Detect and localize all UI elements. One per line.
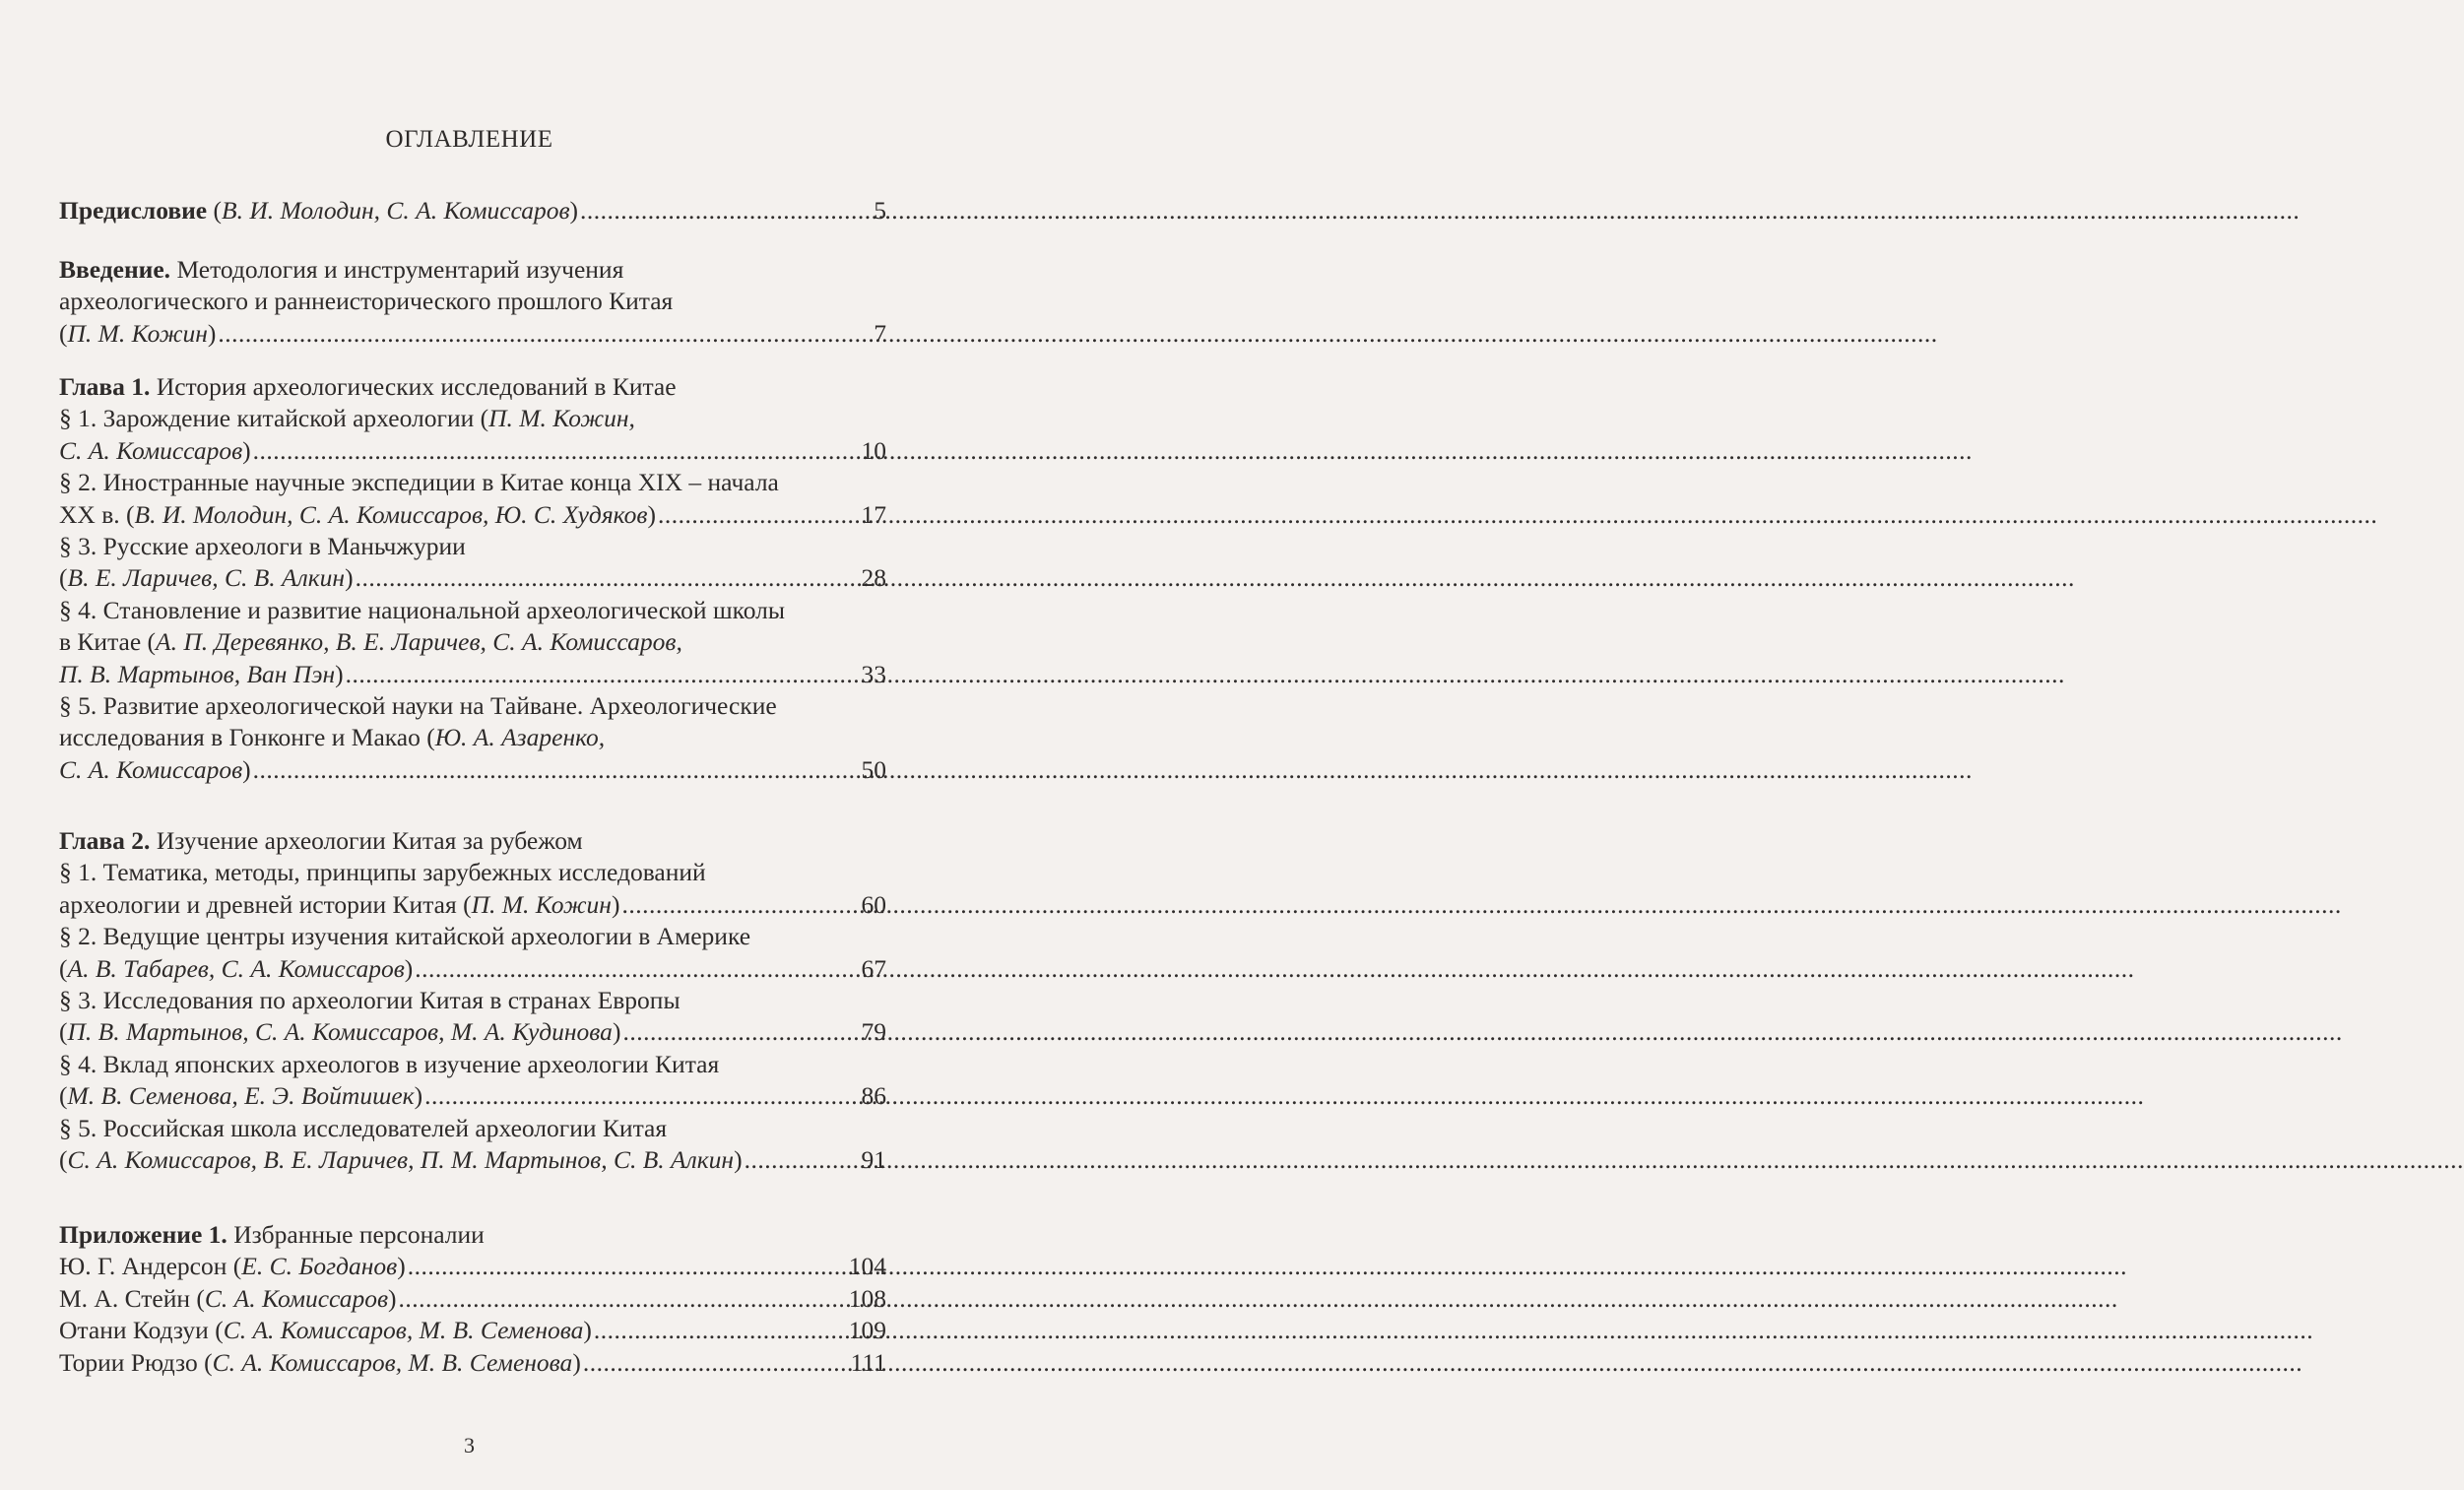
toc-text: ( (59, 1017, 68, 1047)
toc-page-ref: 50 (861, 754, 886, 784)
toc-authors: П. В. Мартынов, Ван Пэн (59, 659, 336, 688)
leader-dots (251, 435, 862, 467)
toc-text-tail: ) (242, 754, 251, 784)
leader-dots (422, 1080, 861, 1112)
toc-text-tail: ) (388, 1283, 397, 1313)
toc-line-text (59, 986, 681, 1014)
leader-dots (656, 499, 862, 531)
toc-heading-label: Введение. (59, 255, 171, 284)
toc-line-text (59, 562, 354, 594)
leader-dots (578, 195, 874, 227)
toc-line (59, 1144, 886, 1176)
toc-text-tail: ) (345, 563, 354, 593)
toc-line-text (59, 659, 344, 690)
toc-text: ( (59, 1081, 68, 1111)
toc-text: Избранные персоналии (227, 1220, 485, 1249)
toc-text: исследования в Гонконге и Макао ( (59, 723, 435, 752)
toc-page-ref: 33 (861, 659, 886, 688)
toc-text: М. А. Стейн ( (59, 1283, 205, 1313)
toc-text-tail: ) (572, 1347, 581, 1377)
toc-line (59, 1219, 886, 1251)
toc-line (59, 435, 886, 467)
toc-line-text (59, 499, 656, 531)
toc-page-ref: 91 (861, 1145, 886, 1174)
toc-line (59, 1113, 886, 1144)
toc-text: § 1. Зарождение китайской археологии ( (59, 404, 489, 433)
page-number: 3 (464, 1433, 475, 1458)
toc-page-ref: 86 (861, 1081, 886, 1111)
toc-text-tail: ) (583, 1316, 592, 1345)
toc-line-text (59, 532, 466, 560)
toc-text-tail: ) (242, 435, 251, 465)
toc-page-ref: 108 (848, 1283, 886, 1313)
leader-dots (251, 754, 862, 786)
toc-line-text (59, 723, 605, 751)
leader-dots (406, 1251, 849, 1282)
toc-authors: П. В. Мартынов, С. А. Комиссаров, М. А. Кудинова (67, 1017, 613, 1047)
toc-authors: С. А. Комиссаров, М. В. Семенова (212, 1347, 573, 1377)
toc-authors: А. В. Табарев, С. А. Комиссаров (67, 953, 405, 983)
toc-line (59, 722, 886, 753)
toc-line-text (59, 287, 673, 315)
toc-text: ( (207, 196, 222, 225)
toc-text: в Китае ( (59, 627, 157, 657)
toc-authors: М. В. Семенова, Е. Э. Войтишек (67, 1081, 415, 1111)
toc-line-text (59, 1315, 592, 1346)
toc-text-tail: ) (414, 1081, 423, 1111)
leader-dots (344, 659, 862, 690)
leader-dots (216, 318, 874, 350)
toc-text-tail: ) (612, 1017, 621, 1047)
toc-authors: С. А. Комиссаров (204, 1283, 389, 1313)
toc-line-text (59, 1220, 485, 1249)
toc-text: Тории Рюдзо ( (59, 1347, 213, 1377)
toc-text: § 2. Ведущие центры изучения китайской археологии в Америке (59, 922, 751, 951)
toc-page-ref: 109 (848, 1316, 886, 1345)
toc-line-text (59, 1144, 743, 1176)
toc-text-tail: ) (569, 196, 579, 225)
toc-text: ( (59, 1145, 68, 1174)
toc-text: Ю. Г. Андерсон ( (59, 1252, 242, 1281)
toc-line (59, 659, 886, 690)
toc-line-text (59, 468, 779, 496)
toc-text: § 4. Вклад японских археологов в изучение археологии Китая (59, 1049, 720, 1078)
toc-line (59, 825, 886, 857)
toc-line-text (59, 318, 216, 350)
toc-page-ref: 5 (874, 196, 886, 225)
toc-text: § 4. Становление и развитие национальной археологической школы (59, 595, 785, 624)
toc-line (59, 754, 886, 786)
toc-line (59, 286, 886, 317)
toc-line-text (59, 691, 777, 720)
leader-dots (592, 1315, 849, 1346)
toc-text: История археологических исследований в Китае (150, 372, 677, 401)
toc-line-text (59, 195, 578, 227)
toc-line (59, 467, 886, 498)
toc-line (59, 562, 886, 594)
toc-page-ref: 79 (861, 1017, 886, 1047)
toc-page-ref: 7 (874, 318, 886, 348)
toc-line (59, 1049, 886, 1080)
toc-line (59, 921, 886, 952)
toc-text-tail: ) (397, 1252, 406, 1281)
toc-text: § 3. Русские археологи в Маньчжурии (59, 532, 466, 560)
toc-text: § 5. Российская школа исследователей археологии Китая (59, 1113, 668, 1142)
toc-line (59, 985, 886, 1016)
toc-authors: П. М. Кожин (67, 318, 208, 348)
toc-text: § 2. Иностранные научные экспедиции в Китае конца XIX – начала (59, 468, 779, 497)
toc-heading-label: Предисловие (59, 196, 208, 225)
toc-text: археологии и древней истории Китая ( (59, 889, 472, 919)
toc-page-ref: 60 (861, 889, 886, 919)
toc-line-text (59, 922, 750, 950)
toc-line-text (59, 1251, 406, 1282)
toc-line-text (59, 255, 623, 284)
toc-page-ref: 111 (850, 1347, 886, 1377)
toc-authors: А. П. Деревянко, В. Е. Ларичев, С. А. Комиссаров, (156, 627, 682, 657)
leader-dots (413, 953, 861, 985)
toc-line-text (59, 858, 706, 886)
toc-text-tail: ) (335, 659, 344, 688)
toc-line-text (59, 1114, 667, 1142)
toc-text-tail: ) (207, 318, 217, 348)
toc-line-text (59, 889, 619, 921)
toc-text: археологического и раннеисторического прошлого Китая (59, 287, 674, 316)
toc-line (59, 318, 886, 350)
toc-line (59, 953, 886, 985)
toc-line (59, 1347, 886, 1379)
toc-line (59, 626, 886, 658)
toc-page-ref: 10 (861, 435, 886, 465)
toc-text: § 3. Исследования по археологии Китая в странах Европы (59, 986, 681, 1014)
toc-line-text (59, 1347, 581, 1379)
toc-line (59, 254, 886, 286)
toc-line-text (59, 826, 583, 855)
toc-line (59, 889, 886, 921)
toc-line (59, 371, 886, 403)
toc-line-text (59, 1080, 422, 1112)
toc-text: XX в. ( (59, 499, 135, 529)
toc-line (59, 1283, 886, 1315)
leader-dots (620, 1016, 861, 1048)
toc-text: ( (59, 953, 68, 983)
leader-dots (397, 1283, 849, 1315)
leader-dots (581, 1347, 851, 1379)
toc-line (59, 1251, 886, 1282)
toc-authors: П. М. Кожин, (488, 404, 635, 433)
toc-page-ref: 67 (861, 953, 886, 983)
toc-line (59, 1315, 886, 1346)
toc-line-text (59, 953, 413, 985)
toc-line (59, 531, 886, 562)
toc-heading-label: Глава 1. (59, 372, 151, 401)
toc-authors: Е. С. Богданов (241, 1252, 398, 1281)
toc-authors: В. И. Молодин, С. А. Комиссаров (222, 196, 570, 225)
leader-dots (354, 562, 862, 594)
toc-page-ref: 28 (861, 563, 886, 593)
leader-dots (619, 889, 861, 921)
toc-line (59, 595, 886, 626)
toc-line-text (59, 1016, 620, 1048)
toc-line-text (59, 754, 251, 786)
toc-text: Изучение археологии Китая за рубежом (150, 826, 583, 855)
toc-text: ( (59, 563, 68, 593)
toc-line (59, 195, 886, 227)
leader-dots (743, 1144, 862, 1176)
toc-text: § 1. Тематика, методы, принципы зарубежных исследований (59, 858, 706, 887)
book-page (0, 0, 939, 1490)
toc-line-text (59, 1283, 397, 1315)
toc-authors: С. А. Комиссаров, В. Е. Ларичев, П. М. Мартынов, С. В. Алкин (67, 1145, 735, 1174)
toc-title: ОГЛАВЛЕНИЕ (385, 126, 553, 153)
toc-text: Методология и инструментарий изучения (170, 255, 624, 284)
toc-text-tail: ) (404, 953, 414, 983)
toc-text-tail: ) (611, 889, 620, 919)
toc-line-text (59, 435, 251, 467)
toc-authors: В. И. Молодин, С. А. Комиссаров, Ю. С. Худяков (134, 499, 648, 529)
toc-page-ref: 17 (861, 499, 886, 529)
toc-authors: П. М. Кожин (471, 889, 612, 919)
toc-text-tail: ) (647, 499, 656, 529)
toc-authors: Ю. А. Азаренко, (434, 723, 606, 752)
toc-line-text (59, 404, 635, 432)
toc-line-text (59, 627, 682, 656)
toc-line (59, 1016, 886, 1048)
toc-text-tail: ) (734, 1145, 743, 1174)
toc-line (59, 690, 886, 722)
toc-text: § 5. Развитие археологической науки на Тайване. Археологические (59, 691, 777, 720)
toc-line (59, 857, 886, 888)
toc-authors: С. А. Комиссаров (59, 754, 243, 784)
toc-authors: С. А. Комиссаров, М. В. Семенова (223, 1316, 584, 1345)
toc-page-ref: 104 (848, 1252, 886, 1281)
toc-heading-label: Глава 2. (59, 826, 151, 855)
toc-line-text (59, 596, 785, 624)
toc-heading-label: Приложение 1. (59, 1220, 227, 1249)
toc-text: Отани Кодзуи ( (59, 1316, 224, 1345)
toc-text: ( (59, 318, 68, 348)
toc-line (59, 499, 886, 531)
toc-authors: С. А. Комиссаров (59, 435, 243, 465)
toc-line-text (59, 1050, 719, 1078)
toc-line-text (59, 372, 677, 401)
toc-line (59, 403, 886, 434)
toc-line (59, 1080, 886, 1112)
toc-authors: В. Е. Ларичев, С. В. Алкин (67, 563, 346, 593)
